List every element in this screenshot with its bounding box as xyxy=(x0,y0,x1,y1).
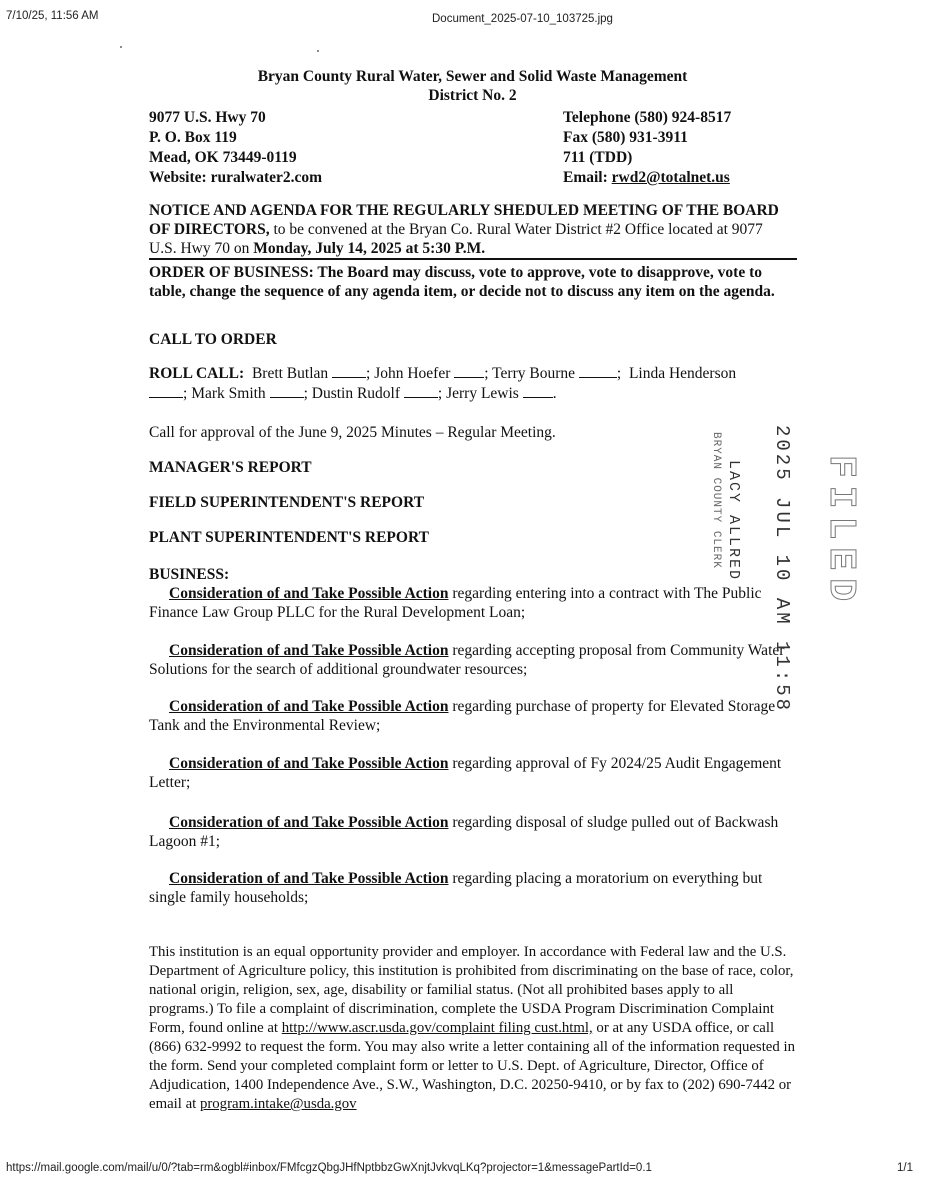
notice-title: NOTICE AND AGENDA FOR THE REGULARLY SHEDULED MEETING OF THE BOARD OF DIRECTORS, xyxy=(149,202,779,238)
roll-call: ROLL CALL: Brett Butlan ; John Hoefer ; Terry Bourne ; Linda Henderson ; Mark Smith ; Dustin Rudolf ; Jerry Lewis . xyxy=(149,365,737,402)
print-page-number: 1/1 xyxy=(897,1162,913,1174)
org-name: Bryan County Rural Water, Sewer and Solid Waste Management xyxy=(257,68,688,85)
call-to-order-heading: CALL TO ORDER xyxy=(149,331,277,348)
email-line xyxy=(563,168,731,188)
print-filename: Document_2025-07-10_103725.jpg xyxy=(432,13,613,25)
address-block xyxy=(149,108,322,188)
print-url: https://mail.google.com/mail/u/0/?tab=rm&ogbl#inbox/FMfcgzQbgJHfNptbbzGwXnjtJvkvqLKq?projector=1&messagePartId=0.1 xyxy=(6,1162,652,1174)
tdd: 711 (TDD) xyxy=(563,149,633,166)
action-label: Consideration of and Take Possible Action xyxy=(169,870,449,887)
scan-speck xyxy=(317,50,319,52)
address-po-box: P. O. Box 119 xyxy=(149,129,237,146)
telephone: Telephone (580) 924-8517 xyxy=(563,109,732,126)
fax: Fax (580) 931-3911 xyxy=(563,129,688,146)
action-label: Consideration of and Take Possible Action xyxy=(169,698,449,715)
filed-stamp-date: 2025 JUL 10 AM 11:58 xyxy=(771,425,793,714)
action-label: Consideration of and Take Possible Action xyxy=(169,755,449,772)
address-street: 9077 U.S. Hwy 70 xyxy=(149,109,266,126)
business-item xyxy=(149,754,791,792)
action-label: Consideration of and Take Possible Action xyxy=(169,585,449,602)
notice-paragraph xyxy=(149,201,789,258)
item-text: regarding purchase of property for Elevated Storage Tank and the Environmental Review; xyxy=(149,698,776,734)
action-label: Consideration of and Take Possible Action xyxy=(169,642,449,659)
order-of-business: ORDER OF BUSINESS: The Board may discuss, vote to approve, vote to disapprove, vote to table, change the sequence of any agenda item, or decide not to discuss any item on the agenda. xyxy=(149,264,775,300)
filed-stamp-clerk-name: LACY ALLRED xyxy=(725,460,742,582)
roll-call-member: Jerry Lewis xyxy=(446,385,519,402)
roll-call-label: ROLL CALL: xyxy=(149,365,245,382)
print-datetime: 7/10/25, 11:56 AM xyxy=(6,10,99,22)
filed-stamp: FILED xyxy=(819,455,862,610)
field-report-heading: FIELD SUPERINTENDENT'S REPORT xyxy=(149,494,425,511)
plant-report-heading: PLANT SUPERINTENDENT'S REPORT xyxy=(149,529,429,546)
usda-email-link[interactable]: program.intake@usda.gov xyxy=(199,1096,357,1112)
nondiscrimination-statement xyxy=(149,943,801,1114)
business-item xyxy=(149,697,791,735)
item-text: regarding accepting proposal from Community Water Solutions for the search of additional groundwater resources; xyxy=(149,642,785,678)
website-label: Website: xyxy=(149,169,207,186)
roll-call-member: Brett Butlan xyxy=(251,365,329,382)
business-item xyxy=(149,584,791,622)
roll-call-member: John Hoefer xyxy=(374,365,451,382)
item-text: regarding entering into a contract with The Public Finance Law Group PLLC for the Rural Development Loan; xyxy=(149,585,762,621)
disclaimer-text: This institution is an equal opportunity provider and employer. In accordance with Federal law and the U.S. Department of Agriculture policy, this institution is prohibited from discriminating on the base of race, color, national origin, religion, sex, age, disability or familial status. (Not all prohibited bases apply to all programs.) To file a complaint of discrimination, complete the USDA Program Discrimination Complaint Form, found online at xyxy=(149,944,794,1036)
item-text: regarding disposal of sludge pulled out of Backwash Lagoon #1; xyxy=(149,814,779,850)
roll-call-member: Mark Smith xyxy=(191,385,266,402)
scan-speck xyxy=(120,46,122,48)
org-title xyxy=(200,67,745,105)
notice-location: to be convened at the Bryan Co. Rural Water District #2 Office located at 9077 U.S. Hwy 70 on xyxy=(149,221,763,257)
business-item xyxy=(149,813,791,851)
disclaimer-text: or at any USDA office, or call (866) 632-9992 to request the form. You may also write a letter containing all of the information requested in the form. Send your completed complaint form or letter to U.S. Dept. of Agriculture, Director, Office of Adjudication, 1400 Independence Ave., S.W., Washington, D.C. 20250-9410, or by fax to (202) 690-7442 or email at xyxy=(149,1020,795,1112)
divider-rule xyxy=(149,258,797,260)
meeting-date: Monday, July 14, 2025 at 5:30 P.M. xyxy=(253,240,486,257)
roll-call-member: Terry Bourne xyxy=(492,365,576,382)
action-label: Consideration of and Take Possible Action xyxy=(169,814,449,831)
address-city: Mead, OK 73449-0119 xyxy=(149,149,297,166)
email-label: Email: xyxy=(563,169,608,186)
business-item xyxy=(149,869,791,907)
website-link[interactable]: ruralwater2.com xyxy=(210,169,323,186)
contact-block xyxy=(563,108,731,188)
item-text: regarding approval of Fy 2024/25 Audit Engagement Letter; xyxy=(149,755,782,791)
email-link[interactable]: rwd2@totalnet.us xyxy=(611,169,730,186)
manager-report-heading: MANAGER'S REPORT xyxy=(149,459,312,476)
org-district: District No. 2 xyxy=(428,87,517,104)
address-website-line xyxy=(149,168,322,188)
item-text: regarding placing a moratorium on everything but single family households; xyxy=(149,870,763,906)
business-item xyxy=(149,641,791,679)
roll-call-member: Linda Henderson xyxy=(628,365,737,382)
minutes-approval: Call for approval of the June 9, 2025 Minutes – Regular Meeting. xyxy=(149,424,556,441)
filed-stamp-clerk-office: BRYAN COUNTY CLERK xyxy=(710,432,722,569)
business-heading: BUSINESS: xyxy=(149,566,230,583)
complaint-form-link[interactable]: http://www.ascr.usda.gov/complaint filing cust.html, xyxy=(281,1020,593,1036)
roll-call-member: Dustin Rudolf xyxy=(311,385,401,402)
